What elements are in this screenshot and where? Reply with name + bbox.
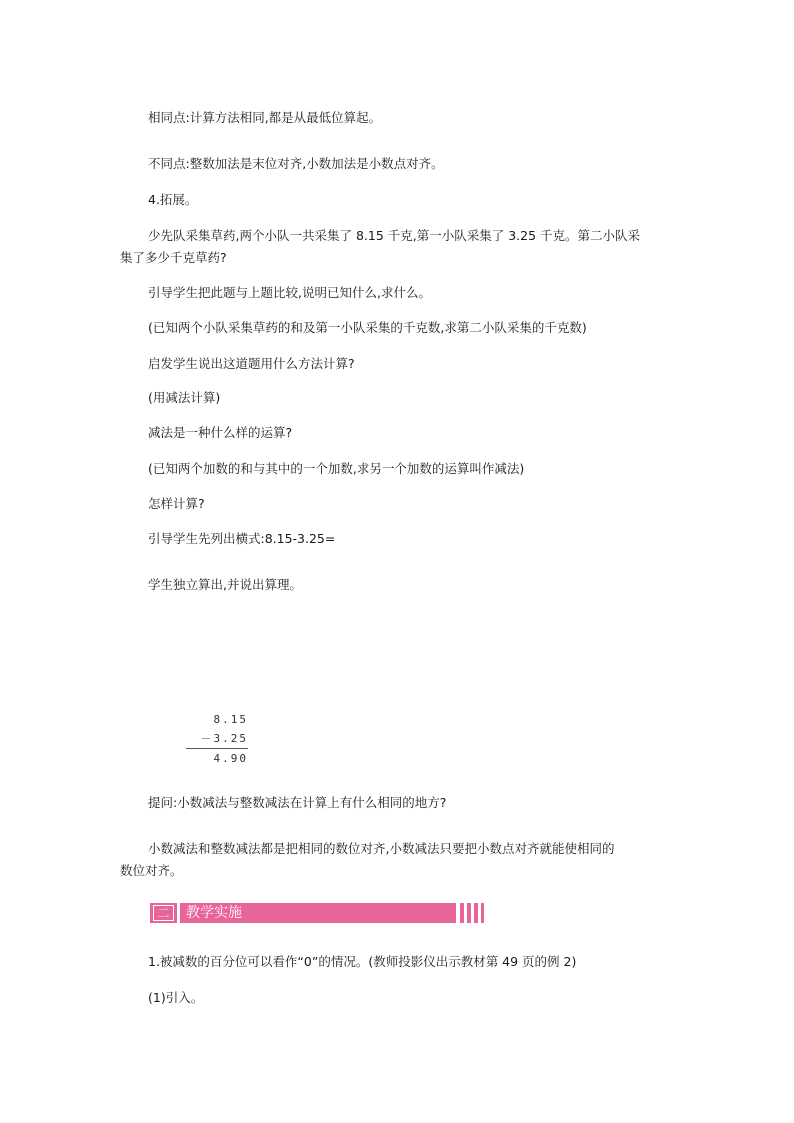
paragraph-problem-line1: 少先队采集草药,两个小队一共采集了 8.15 千克,第一小队采集了 3.25 千克。第二小队采: [148, 228, 641, 243]
section-number-box: [150, 903, 177, 923]
decorative-stripes-icon: [460, 903, 484, 923]
section-number: 二: [153, 905, 174, 921]
paragraph-known-answer: (已知两个小队采集草药的和及第一小队采集的千克数,求第二小队采集的千克数): [148, 320, 587, 335]
paragraph-how-question: 怎样计算?: [148, 496, 205, 511]
paragraph-similarity-question: 提问:小数减法与整数减法在计算上有什么相同的地方?: [148, 795, 447, 810]
paragraph-difference: 不同点:整数加法是末位对齐,小数加法是小数点对齐。: [148, 156, 444, 171]
paragraph-student-work: 学生独立算出,并说出算理。: [148, 577, 302, 592]
paragraph-method-answer: (用减法计算): [148, 390, 221, 405]
paragraph-method-question: 启发学生说出这道题用什么方法计算?: [148, 356, 355, 371]
paragraph-equation: 引导学生先列出横式:8.15-3.25=: [148, 531, 336, 546]
paragraph-introduction: (1)引入。: [148, 990, 204, 1005]
section-title-box: [180, 903, 456, 923]
minuend: 8.15: [213, 713, 248, 726]
paragraph-summary-line2: 数位对齐。: [120, 863, 183, 878]
vertical-subtraction: [186, 710, 248, 768]
paragraph-extension-heading: 4.拓展。: [148, 192, 198, 207]
paragraph-subtraction-definition: (已知两个加数的和与其中的一个加数,求另一个加数的运算叫作减法): [148, 461, 525, 476]
section-header-teaching: [150, 903, 334, 923]
section-title: 教学实施: [186, 905, 242, 921]
paragraph-problem-line2: 集了多少千克草药?: [120, 250, 227, 265]
difference-result: 4.90: [213, 752, 248, 765]
paragraph-similarity: 相同点:计算方法相同,都是从最低位算起。: [148, 110, 382, 125]
subtrahend: －3.25: [200, 732, 248, 745]
paragraph-case-1: 1.被减数的百分位可以看作“0”的情况。(教师投影仪出示教材第 49 页的例 2): [148, 954, 577, 969]
paragraph-subtraction-question: 减法是一种什么样的运算?: [148, 425, 293, 440]
paragraph-guide-compare: 引导学生把此题与上题比较,说明已知什么,求什么。: [148, 285, 431, 300]
paragraph-summary-line1: 小数减法和整数减法都是把相同的数位对齐,小数减法只要把小数点对齐就能使相同的: [148, 841, 615, 856]
